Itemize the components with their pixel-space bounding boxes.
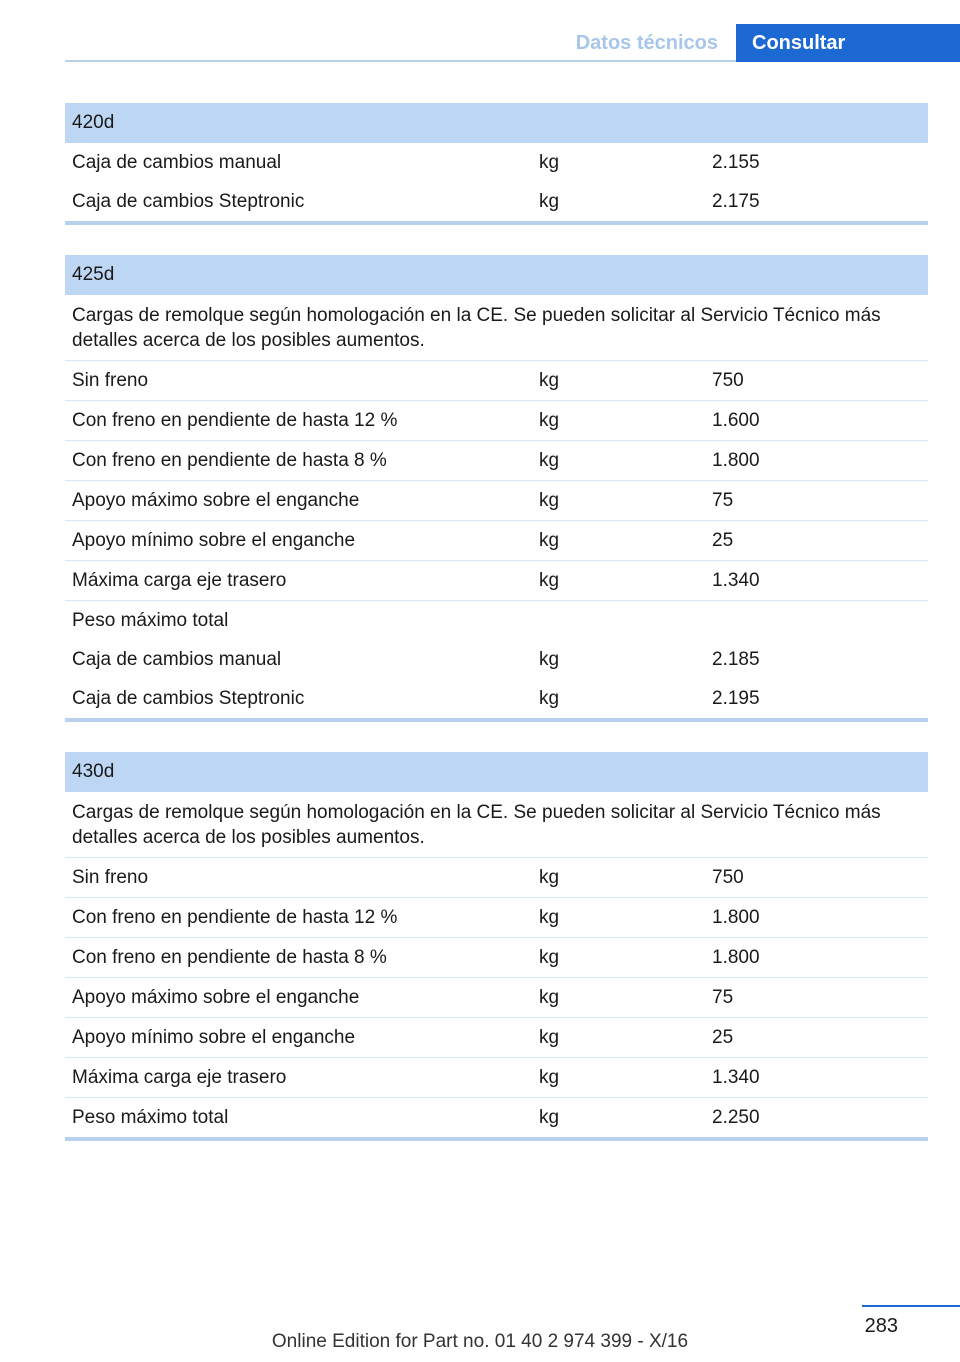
row-label: Caja de cambios Steptronic	[72, 191, 305, 212]
row-label: Sin freno	[72, 867, 149, 888]
row-value: 2.250	[712, 1107, 760, 1128]
row-unit: kg	[539, 530, 560, 551]
row-label: Apoyo máximo sobre el enganche	[72, 490, 360, 511]
row-label: Con freno en pendiente de hasta 12 %	[72, 410, 398, 431]
row-label: Caja de cambios manual	[72, 152, 282, 173]
footer-edition: Online Edition for Part no. 01 40 2 974 399 - X/16	[271, 1331, 689, 1352]
row-label: Máxima carga eje trasero	[72, 570, 287, 591]
row-unit: kg	[539, 688, 560, 709]
row-unit: kg	[539, 867, 560, 888]
row-label: Con freno en pendiente de hasta 8 %	[72, 947, 387, 968]
row-unit: kg	[539, 570, 560, 591]
table-row	[65, 481, 928, 521]
row-value: 1.600	[712, 410, 760, 431]
row-unit: kg	[539, 370, 560, 391]
header-section-link[interactable]: Datos técnicos	[575, 32, 718, 54]
row-label: Caja de cambios manual	[72, 649, 282, 670]
row-unit: kg	[539, 649, 560, 670]
table-note: Cargas de remolque según homologación en la CE. Se pueden solicitar al Servicio Técnico más detalles acerca de los posibles aumentos.	[65, 792, 928, 858]
table-row	[65, 1098, 928, 1137]
row-unit: kg	[539, 450, 560, 471]
table-row	[65, 182, 928, 221]
row-label: Apoyo máximo sobre el enganche	[72, 987, 360, 1008]
row-unit: kg	[539, 490, 560, 511]
row-unit: kg	[539, 947, 560, 968]
row-value: 2.175	[712, 191, 760, 212]
row-value: 750	[712, 370, 744, 391]
table-row	[65, 978, 928, 1018]
row-value: 2.195	[712, 688, 760, 709]
row-value: 25	[712, 1027, 734, 1048]
row-label: Con freno en pendiente de hasta 12 %	[72, 907, 398, 928]
table-title: 430d	[65, 752, 928, 792]
table-425d	[65, 255, 928, 722]
table-row	[65, 401, 928, 441]
table-row	[65, 938, 928, 978]
row-value: 1.800	[712, 907, 760, 928]
table-row	[65, 441, 928, 481]
header-chapter-tab[interactable]: Consultar	[736, 24, 960, 62]
row-label: Máxima carga eje trasero	[72, 1067, 287, 1088]
row-unit: kg	[539, 1107, 560, 1128]
row-value: 1.800	[712, 450, 760, 471]
table-title: 420d	[65, 103, 928, 143]
row-unit: kg	[539, 410, 560, 431]
table-row	[65, 361, 928, 401]
table-row	[65, 561, 928, 601]
row-value: 75	[712, 490, 734, 511]
row-value: 75	[712, 987, 734, 1008]
row-label: Con freno en pendiente de hasta 8 %	[72, 450, 387, 471]
row-value: 1.800	[712, 947, 760, 968]
row-label: Apoyo mínimo sobre el enganche	[72, 1027, 356, 1048]
row-unit: kg	[539, 1027, 560, 1048]
row-value: 2.155	[712, 152, 760, 173]
table-420d	[65, 103, 928, 225]
row-value: 750	[712, 867, 744, 888]
table-430d	[65, 752, 928, 1141]
row-value: 2.185	[712, 649, 760, 670]
row-label: Caja de cambios Steptronic	[72, 688, 305, 709]
row-label: Sin freno	[72, 370, 149, 391]
table-row	[65, 679, 928, 718]
row-label: Peso máximo total	[72, 610, 229, 631]
row-label: Apoyo mínimo sobre el enganche	[72, 530, 356, 551]
row-label: Peso máximo total	[72, 1107, 229, 1128]
table-row	[65, 143, 928, 182]
table-subheading	[65, 601, 928, 640]
row-unit: kg	[539, 191, 560, 212]
table-title: 425d	[65, 255, 928, 295]
table-row	[65, 640, 928, 679]
row-unit: kg	[539, 907, 560, 928]
table-row	[65, 898, 928, 938]
page-number-rule	[862, 1305, 960, 1307]
table-row	[65, 1018, 928, 1058]
table-note: Cargas de remolque según homologación en la CE. Se pueden solicitar al Servicio Técnico más detalles acerca de los posibles aumentos.	[65, 295, 928, 361]
row-unit: kg	[539, 987, 560, 1008]
row-value: 1.340	[712, 1067, 760, 1088]
row-unit: kg	[539, 152, 560, 173]
table-row	[65, 858, 928, 898]
row-unit: kg	[539, 1067, 560, 1088]
table-row	[65, 1058, 928, 1098]
row-value: 25	[712, 530, 734, 551]
page-number: 283	[864, 1315, 898, 1337]
row-value: 1.340	[712, 570, 760, 591]
table-row	[65, 521, 928, 561]
